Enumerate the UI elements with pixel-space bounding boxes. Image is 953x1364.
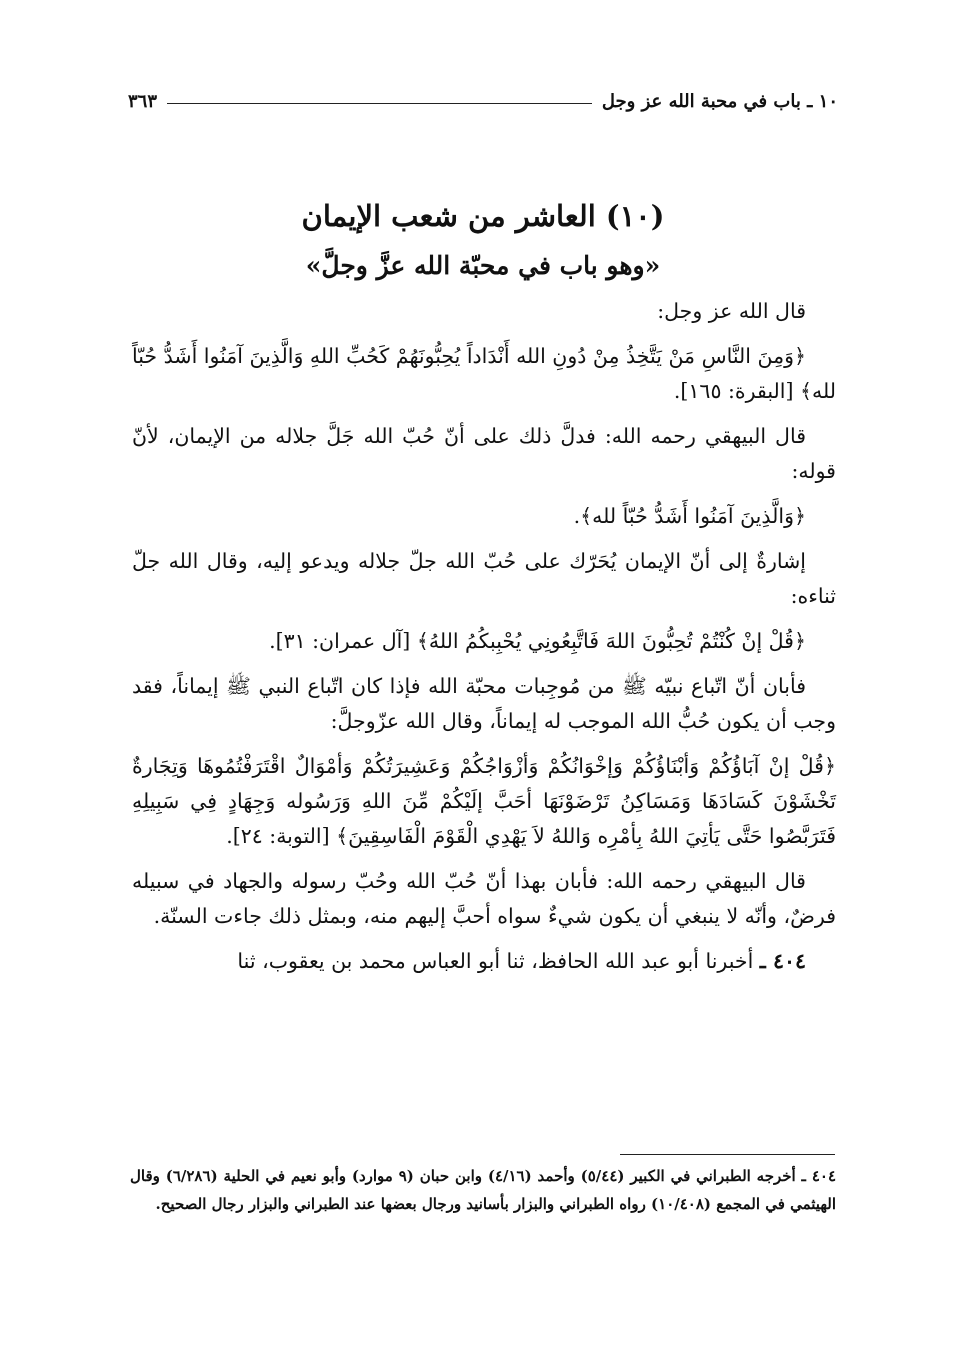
hadith-number: ٤٠٤ ـ (759, 949, 806, 973)
paragraph-bayhaqi-2: قال البيهقي رحمه الله: فأبان بهذا أنّ حُبّ الله وحُبّ رسوله والجهاد في سبيله فرضٌ، وأنّه لا ينبغي أن يكون شيءٌ سواه أحبَّ إليهم منه، وبمثل ذلك جاءت السنّة. (132, 869, 836, 928)
hadith-404 (132, 944, 836, 979)
chapter-title: (١٠) العاشر من شعب الإيمان (301, 199, 665, 233)
body-text (132, 294, 836, 989)
quran-verse-tawba: ﴿قُلْ إنْ آبَاؤُكُمْ وَأبْنَاؤُكُمْ وَإخْوَانُكُمْ وَأزْوَاجُكُمْ وَعَشِيرَتُكُمْ وَأمْوَالٌ اقْتَرَفْتُمُوهَا وَتِجَارةٌ تَخْشَوْنَ كَسَادَهَا وَمَسَاكِنُ تَرْضَوْنَهَا أحَبَّ إلَيْكُمْ مِّنَ اللهِ وَرَسُوله وَجِهَادٍ فِي سَبِيلِهِ فَتَرَبَّصُوا حَتَّى يَأتِيَ اللهُ بِأمْرِه وَاللهُ لاَ يَهْدِي الْقَوْمَ الْفَاسِقِينَ﴾ [التوبة: ٢٤]. (132, 754, 836, 848)
running-header (128, 86, 838, 116)
paragraph-aban: فأبان أنّ اتّباع نبيّه ﷺ من مُوجِبات محبّة الله فإذا كان اتّباع النبي ﷺ إيماناً، فقد وجب أن يكون حُبُّ الله الموجب له إيماناً، وقال الله عزّوجلَّ: (132, 674, 836, 733)
page-number: ٣٦٣ (128, 90, 158, 112)
running-title: ١٠ ـ باب في محبة الله عز وجل (601, 90, 838, 112)
quran-verse-baqara: ﴿وَمِنَ النَّاسِ مَنْ يَتَّخِذُ مِنْ دُونِ الله أَنْدَاداً يُحِبُّونَهُمْ كَحُبِّ اللهِ وَالَّذِينَ آمَنُوا أَشَدُّ حُبّاً لله﴾ [البقرة: ١٦٥]. (132, 344, 836, 403)
hadith-text: أخبرنا أبو عبد الله الحافظ، ثنا أبو العباس محمد بن يعقوب، ثنا (237, 949, 754, 973)
paragraph-bayhaqi-1: قال البيهقي رحمه الله: فدلَّ ذلك على أنّ حُبّ الله جَلَّ جلاله من الإيمان، لأنّ قوله: (132, 424, 836, 483)
chapter-subtitle: «وهو باب في محبّة الله عزَّ وجلَّ» (305, 251, 661, 280)
quran-verse-short: ﴿وَالَّذِينَ آمَنُوا أَشَدُّ حُبّاً لله﴾. (573, 504, 806, 528)
footnote-rule (620, 1154, 835, 1155)
header-rule (167, 103, 592, 104)
footnote: ٤٠٤ ـ أخرجه الطبراني في الكبير (٥/٤٤) وأحمد (٤/١٦) وابن حبان (٩ موارد) وأبو نعيم في الحلية (٦/٢٨٦) وقال الهيثمي في المجمع (١٠/٤٠٨) رواه الطبراني والبزار بأسانيد ورجال بعضها عند الطبراني والبزار رجال الصحيح. (130, 1167, 836, 1213)
paragraph-ishara: إشارةٌ إلى أنّ الإيمان يُحَرّك على حُبّ الله جلّ جلاله ويدعو إليه، وقال الله جلّ ثناءه: (132, 549, 836, 608)
paragraph-intro: قال الله عز وجل: (657, 299, 806, 323)
quran-verse-al-imran: ﴿قُلْ إنْ كُنْتُمْ تُحِبُّونَ اللهَ فَاتَّبِعُونِي يُحْبِبكُمُ اللهُ﴾ [آل عمران: ٣١]. (269, 629, 806, 653)
